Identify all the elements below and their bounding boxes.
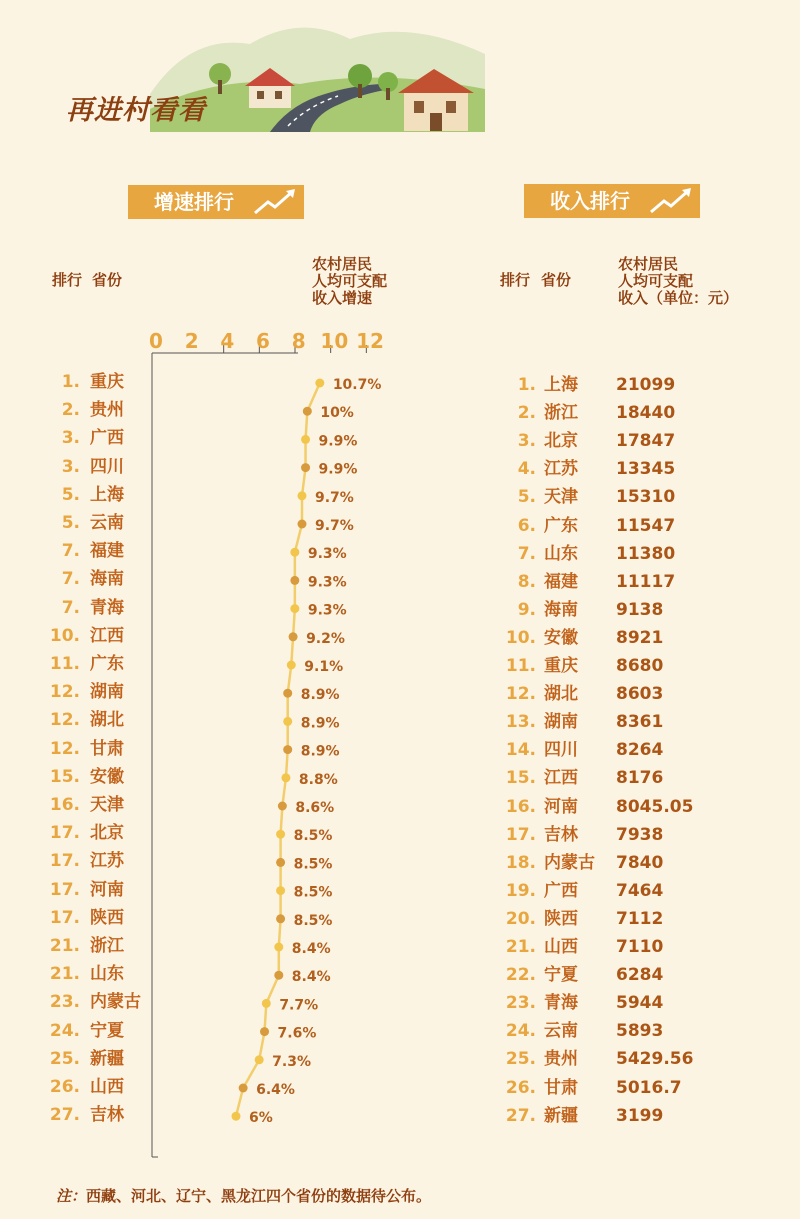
growth-rank: 12. bbox=[49, 738, 80, 759]
income-value: 8680 bbox=[616, 656, 664, 676]
growth-province: 重庆 bbox=[90, 372, 124, 392]
growth-province: 山东 bbox=[90, 964, 124, 985]
income-province: 广东 bbox=[544, 515, 578, 536]
income-list-item bbox=[490, 879, 760, 903]
income-value: 5893 bbox=[616, 1021, 664, 1042]
income-list-item bbox=[490, 429, 760, 453]
income-rank: 8. bbox=[517, 571, 536, 592]
growth-province: 福建 bbox=[90, 541, 124, 562]
growth-rank: 26. bbox=[49, 1077, 80, 1097]
income-province: 湖北 bbox=[544, 684, 578, 705]
income-rank: 9. bbox=[517, 599, 536, 620]
growth-province: 宁夏 bbox=[90, 1020, 124, 1041]
income-province: 重庆 bbox=[544, 656, 578, 676]
growth-rank: 5. bbox=[61, 484, 80, 505]
income-list-item bbox=[490, 542, 760, 566]
growth-rank: 11. bbox=[49, 654, 80, 674]
growth-data-label: 8.8% bbox=[298, 771, 338, 788]
income-value: 7938 bbox=[616, 824, 664, 845]
growth-province: 青海 bbox=[90, 597, 124, 618]
growth-data-label: 9.3% bbox=[307, 574, 347, 591]
growth-rank: 21. bbox=[49, 964, 80, 985]
income-list-item bbox=[490, 935, 760, 959]
income-value: 13345 bbox=[616, 459, 676, 480]
growth-rank: 17. bbox=[49, 907, 80, 928]
growth-data-point bbox=[287, 661, 296, 670]
growth-list-item bbox=[40, 624, 240, 648]
income-rank: 23. bbox=[505, 993, 536, 1014]
growth-data-point bbox=[297, 491, 306, 500]
growth-rank: 2. bbox=[61, 400, 80, 421]
growth-data-label: 8.4% bbox=[291, 969, 331, 986]
income-list-item bbox=[490, 570, 760, 594]
growth-rank: 15. bbox=[49, 766, 80, 787]
growth-data-label: 9.7% bbox=[314, 489, 354, 506]
growth-data-label: 8.9% bbox=[300, 743, 340, 760]
growth-list-item bbox=[40, 849, 240, 873]
income-list-item bbox=[490, 907, 760, 931]
growth-province: 湖北 bbox=[90, 710, 124, 731]
income-list-item bbox=[490, 823, 760, 847]
growth-list-item bbox=[40, 652, 240, 676]
income-province: 福建 bbox=[544, 571, 578, 592]
income-rank: 4. bbox=[517, 459, 536, 480]
growth-list-item bbox=[40, 906, 240, 930]
growth-list-item bbox=[40, 990, 240, 1014]
income-list-item bbox=[490, 1047, 760, 1071]
growth-rank: 5. bbox=[61, 513, 80, 533]
income-value: 9138 bbox=[616, 599, 664, 620]
income-list-item bbox=[490, 738, 760, 762]
income-value: 21099 bbox=[616, 375, 676, 395]
growth-list-item bbox=[40, 821, 240, 845]
x-tick-label: 4 bbox=[220, 329, 235, 353]
income-value: 8264 bbox=[616, 740, 664, 761]
growth-rank: 21. bbox=[49, 936, 80, 956]
growth-list-item bbox=[40, 370, 240, 394]
growth-data-label: 8.5% bbox=[293, 856, 333, 873]
income-rank: 12. bbox=[505, 684, 536, 705]
income-value: 8603 bbox=[616, 684, 664, 705]
income-rank: 15. bbox=[505, 768, 536, 789]
growth-province: 山西 bbox=[90, 1077, 124, 1097]
growth-province: 北京 bbox=[90, 823, 124, 844]
growth-data-point bbox=[303, 407, 312, 416]
page-title: 再进村看看 bbox=[66, 95, 206, 126]
growth-data-point bbox=[276, 886, 285, 895]
income-value: 3199 bbox=[616, 1105, 664, 1126]
income-province: 湖南 bbox=[544, 712, 578, 733]
growth-value-header-line: 农村居民 bbox=[312, 255, 373, 273]
income-province: 云南 bbox=[544, 1021, 578, 1042]
income-list-item bbox=[490, 991, 760, 1015]
growth-province: 吉林 bbox=[90, 1105, 124, 1126]
growth-rank: 7. bbox=[61, 541, 80, 562]
growth-data-label: 7.3% bbox=[272, 1053, 312, 1070]
growth-value-header-line: 收入增速 bbox=[312, 289, 373, 307]
footnote bbox=[56, 1185, 431, 1206]
income-province: 广西 bbox=[544, 880, 578, 901]
growth-list-item bbox=[40, 398, 240, 422]
growth-data-label: 7.7% bbox=[279, 997, 319, 1014]
growth-rank: 25. bbox=[49, 1048, 80, 1069]
growth-data-label: 8.6% bbox=[295, 800, 335, 816]
income-rank: 11. bbox=[505, 656, 536, 676]
income-rank-header: 排行 bbox=[500, 271, 531, 289]
growth-province: 河南 bbox=[90, 879, 124, 900]
growth-data-point bbox=[281, 773, 290, 782]
growth-province: 云南 bbox=[90, 513, 124, 533]
growth-rank: 27. bbox=[49, 1105, 80, 1126]
income-rank: 24. bbox=[505, 1021, 536, 1042]
growth-province: 海南 bbox=[90, 569, 124, 590]
growth-data-point bbox=[290, 548, 299, 557]
growth-list-item bbox=[40, 680, 240, 704]
growth-data-label: 9.9% bbox=[318, 433, 358, 450]
income-province: 宁夏 bbox=[544, 965, 578, 986]
income-value: 7464 bbox=[616, 880, 664, 901]
income-value-header-line: 人均可支配 bbox=[618, 272, 694, 290]
growth-province: 广西 bbox=[90, 428, 124, 449]
growth-rank: 17. bbox=[49, 879, 80, 900]
growth-list-item bbox=[40, 1047, 240, 1071]
income-rank: 14. bbox=[505, 740, 536, 761]
income-province: 河南 bbox=[544, 796, 578, 817]
income-province: 上海 bbox=[544, 375, 578, 395]
growth-province: 四川 bbox=[90, 456, 124, 477]
growth-province: 内蒙古 bbox=[90, 992, 141, 1013]
growth-list-item bbox=[40, 1103, 240, 1127]
growth-data-label: 8.4% bbox=[291, 941, 331, 957]
growth-province: 浙江 bbox=[90, 936, 124, 956]
growth-province: 甘肃 bbox=[90, 738, 124, 759]
growth-data-label: 9.7% bbox=[314, 518, 354, 534]
growth-data-point bbox=[278, 802, 287, 811]
growth-data-point bbox=[274, 943, 283, 952]
growth-data-point bbox=[274, 971, 283, 980]
growth-rank: 3. bbox=[61, 456, 80, 477]
growth-ranking-banner-label: 增速排行 bbox=[154, 190, 234, 214]
income-list-item bbox=[490, 1104, 760, 1128]
income-rank: 16. bbox=[505, 796, 536, 817]
income-province: 内蒙古 bbox=[544, 852, 595, 873]
income-list-item bbox=[490, 373, 760, 397]
growth-rank: 16. bbox=[49, 795, 80, 815]
income-rank: 1. bbox=[517, 375, 536, 395]
growth-data-label: 8.9% bbox=[300, 715, 340, 732]
growth-rank: 1. bbox=[61, 372, 80, 392]
income-value: 7110 bbox=[616, 937, 664, 957]
growth-list-item bbox=[40, 765, 240, 789]
income-value: 7112 bbox=[616, 908, 664, 929]
growth-data-point bbox=[276, 830, 285, 839]
growth-data-point bbox=[297, 520, 306, 529]
income-list-item bbox=[490, 682, 760, 706]
income-rank: 26. bbox=[505, 1077, 536, 1098]
income-rank: 17. bbox=[505, 824, 536, 845]
income-rank: 22. bbox=[505, 965, 536, 986]
growth-list-item bbox=[40, 567, 240, 591]
income-province: 江西 bbox=[544, 768, 578, 789]
income-province: 贵州 bbox=[544, 1049, 578, 1070]
income-value: 11547 bbox=[616, 515, 676, 536]
growth-data-point bbox=[255, 1055, 264, 1064]
income-province: 浙江 bbox=[544, 403, 578, 424]
growth-data-label: 8.5% bbox=[293, 884, 333, 901]
growth-list-item bbox=[40, 539, 240, 563]
income-province: 四川 bbox=[544, 740, 578, 761]
income-value: 8921 bbox=[616, 627, 664, 648]
income-list-item bbox=[490, 654, 760, 678]
income-value-header-line: 收入（单位：元） bbox=[618, 289, 739, 307]
growth-province: 湖南 bbox=[90, 682, 124, 703]
growth-data-point bbox=[301, 435, 310, 444]
growth-rank-header: 排行 bbox=[52, 271, 83, 289]
growth-province-header: 省份 bbox=[92, 271, 123, 289]
growth-list-item bbox=[40, 708, 240, 732]
income-value: 6284 bbox=[616, 965, 664, 986]
x-tick-label: 10 bbox=[320, 329, 349, 353]
income-list-item bbox=[490, 401, 760, 425]
growth-data-point bbox=[283, 745, 292, 754]
income-province: 天津 bbox=[544, 487, 578, 508]
income-rank: 2. bbox=[517, 403, 536, 424]
growth-province: 陕西 bbox=[90, 907, 124, 928]
income-rank: 3. bbox=[517, 431, 536, 452]
income-rank: 25. bbox=[505, 1049, 536, 1070]
growth-data-label: 9.3% bbox=[307, 602, 347, 619]
growth-data-label: 9.2% bbox=[306, 630, 345, 647]
income-province: 陕西 bbox=[544, 908, 578, 929]
income-province: 山东 bbox=[544, 543, 578, 564]
income-value-header-line: 农村居民 bbox=[618, 255, 679, 273]
income-province: 北京 bbox=[544, 431, 578, 452]
income-value: 5429.56 bbox=[616, 1049, 694, 1070]
income-value: 7840 bbox=[616, 852, 664, 873]
growth-value-header-line: 人均可支配 bbox=[312, 272, 388, 290]
growth-data-point bbox=[289, 632, 298, 641]
growth-rank: 7. bbox=[61, 597, 80, 618]
income-province: 吉林 bbox=[544, 824, 578, 845]
growth-data-label: 8.9% bbox=[300, 687, 340, 704]
income-list-item bbox=[490, 457, 760, 481]
growth-data-label: 6% bbox=[249, 1110, 273, 1127]
growth-data-point bbox=[290, 576, 299, 585]
growth-list-item bbox=[40, 1075, 240, 1099]
income-list-item bbox=[490, 1019, 760, 1043]
growth-province: 上海 bbox=[90, 484, 124, 505]
income-rank: 6. bbox=[517, 515, 536, 536]
income-ranking-banner-label: 收入排行 bbox=[550, 189, 630, 213]
income-value: 11380 bbox=[616, 543, 676, 564]
income-value: 5016.7 bbox=[616, 1077, 682, 1098]
income-province-header: 省份 bbox=[541, 271, 572, 289]
growth-data-point bbox=[276, 858, 285, 867]
growth-province: 江西 bbox=[90, 625, 124, 646]
growth-data-label: 9.3% bbox=[307, 546, 347, 563]
growth-list-item bbox=[40, 455, 240, 479]
income-rank: 27. bbox=[505, 1105, 536, 1126]
growth-data-label: 8.5% bbox=[293, 912, 333, 929]
growth-data-point bbox=[301, 463, 310, 472]
growth-data-point bbox=[260, 1027, 269, 1036]
income-rank: 10. bbox=[505, 627, 536, 648]
growth-list-item bbox=[40, 426, 240, 450]
income-province: 安徽 bbox=[544, 627, 578, 648]
growth-data-point bbox=[283, 689, 292, 698]
income-list-item bbox=[490, 485, 760, 509]
x-tick-label: 2 bbox=[184, 329, 199, 353]
footnote-text: 西藏、河北、辽宁、黑龙江四个省份的数据待公布。 bbox=[86, 1187, 432, 1205]
income-list-item bbox=[490, 851, 760, 875]
growth-list-item bbox=[40, 596, 240, 620]
growth-rank: 10. bbox=[49, 625, 80, 646]
income-rank: 20. bbox=[505, 908, 536, 929]
growth-data-point bbox=[276, 914, 285, 923]
growth-rank: 12. bbox=[49, 710, 80, 731]
income-list-item bbox=[490, 598, 760, 622]
income-value: 8176 bbox=[616, 768, 664, 789]
growth-list-item bbox=[40, 793, 240, 817]
growth-province: 安徽 bbox=[90, 766, 124, 787]
income-rank: 5. bbox=[517, 487, 536, 508]
income-province: 山西 bbox=[544, 937, 578, 957]
income-province: 江苏 bbox=[544, 459, 578, 480]
income-list-item bbox=[490, 795, 760, 819]
growth-province: 天津 bbox=[90, 795, 124, 815]
income-list-item bbox=[490, 1076, 760, 1100]
growth-data-point bbox=[283, 717, 292, 726]
growth-province: 新疆 bbox=[90, 1048, 124, 1069]
income-value: 18440 bbox=[616, 403, 676, 424]
growth-data-label: 9.9% bbox=[318, 461, 358, 478]
income-value: 15310 bbox=[616, 487, 676, 508]
growth-rank: 3. bbox=[61, 428, 80, 449]
growth-province: 广东 bbox=[90, 654, 124, 674]
growth-rank: 24. bbox=[49, 1020, 80, 1041]
income-province: 海南 bbox=[544, 599, 578, 620]
income-value: 8361 bbox=[616, 712, 664, 733]
growth-data-label: 10.7% bbox=[332, 377, 382, 393]
income-value: 17847 bbox=[616, 431, 676, 452]
income-rank: 13. bbox=[505, 712, 536, 733]
growth-data-label: 7.6% bbox=[277, 1025, 317, 1042]
income-list-item bbox=[490, 766, 760, 790]
growth-data-label: 8.5% bbox=[293, 828, 333, 845]
growth-rank: 23. bbox=[49, 992, 80, 1013]
growth-data-label: 10% bbox=[320, 405, 354, 422]
income-rank: 18. bbox=[505, 852, 536, 873]
growth-list-item bbox=[40, 483, 240, 507]
income-province: 青海 bbox=[544, 993, 578, 1014]
footnote-label: 注： bbox=[56, 1187, 87, 1205]
growth-rank: 17. bbox=[49, 851, 80, 872]
x-tick-label: 8 bbox=[291, 329, 306, 353]
growth-list-item bbox=[40, 1019, 240, 1043]
x-tick-label: 12 bbox=[356, 329, 384, 353]
income-list-item bbox=[490, 514, 760, 538]
growth-data-point bbox=[315, 379, 324, 388]
growth-data-label: 9.1% bbox=[304, 659, 344, 675]
growth-data-label: 6.4% bbox=[256, 1082, 295, 1098]
income-province: 甘肃 bbox=[544, 1077, 578, 1098]
income-list-item bbox=[490, 710, 760, 734]
growth-list-item bbox=[40, 878, 240, 902]
growth-province: 贵州 bbox=[90, 400, 124, 421]
income-list-item bbox=[490, 963, 760, 987]
growth-province: 江苏 bbox=[90, 851, 124, 872]
growth-list-item bbox=[40, 962, 240, 986]
income-list-item bbox=[490, 626, 760, 650]
income-rank: 7. bbox=[517, 543, 536, 564]
income-value: 11117 bbox=[616, 571, 676, 592]
growth-list-item bbox=[40, 737, 240, 761]
growth-rank: 17. bbox=[49, 823, 80, 844]
income-rank: 19. bbox=[505, 880, 536, 901]
income-value: 5944 bbox=[616, 993, 664, 1014]
x-tick-label: 0 bbox=[149, 329, 163, 353]
growth-data-point bbox=[262, 999, 271, 1008]
growth-rank: 7. bbox=[61, 569, 80, 590]
income-province: 新疆 bbox=[544, 1105, 578, 1126]
growth-list-item bbox=[40, 934, 240, 958]
x-tick-label: 6 bbox=[256, 329, 270, 353]
income-value: 8045.05 bbox=[616, 796, 694, 817]
income-rank: 21. bbox=[505, 937, 536, 957]
growth-data-point bbox=[290, 604, 299, 613]
growth-rank: 12. bbox=[49, 682, 80, 703]
growth-list-item bbox=[40, 511, 240, 535]
